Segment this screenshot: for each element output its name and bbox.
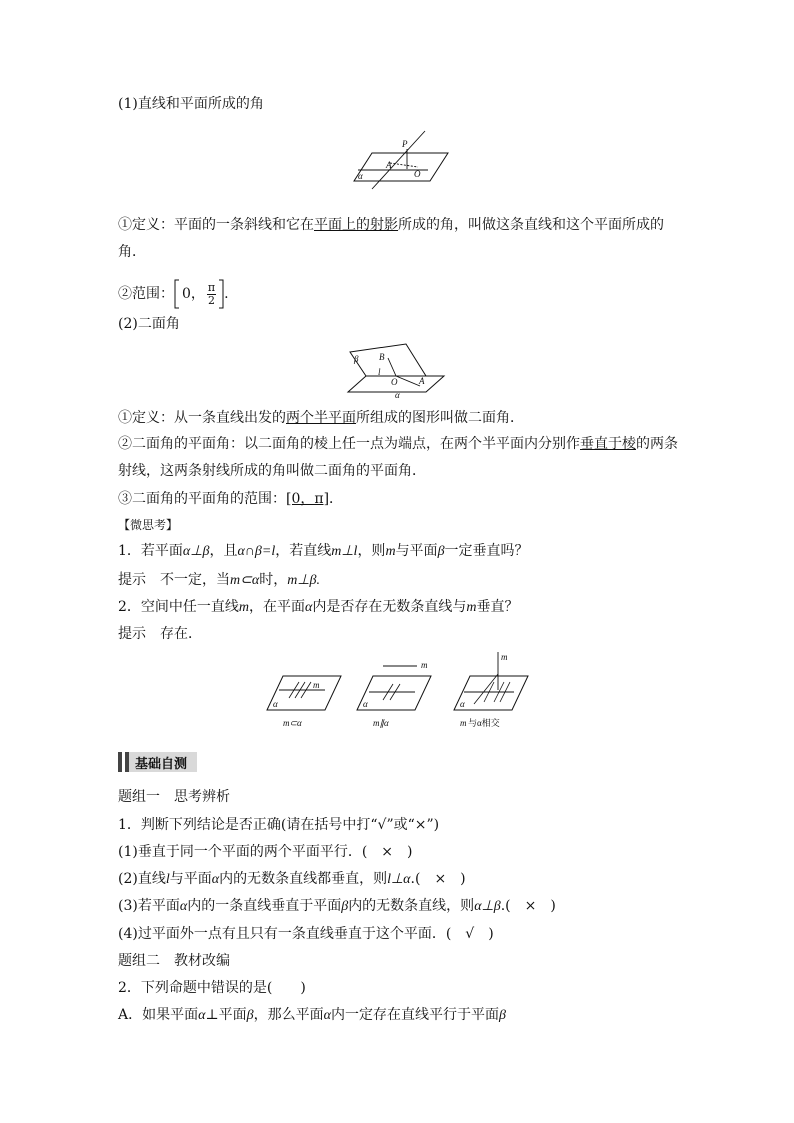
label-o: O (391, 377, 398, 387)
section-1-title: (1)直线和平面所成的角 (118, 96, 264, 112)
group-1-title: 题组一 思考辨析 (118, 789, 230, 805)
caption-m-label: m (460, 718, 467, 728)
section-header (118, 752, 197, 772)
think-question-2: 2．空间中任一直线m，在平面α内是否存在无数条直线与m垂直？ (118, 599, 519, 615)
label-l: l (378, 367, 381, 377)
label-m: m (313, 680, 320, 690)
label-alpha: α (460, 699, 465, 709)
section-2-title: (2)二面角 (118, 316, 180, 332)
caption-m-parallel-alpha: m∥α (373, 718, 389, 728)
figure-m-parallel-plane (355, 658, 435, 733)
group-1-item-3: (3)若平面α内的一条直线垂直于平面β内的无数条直线，则α⊥β.( × ) (118, 898, 556, 914)
group-1-question-1: 1．判断下列结论是否正确(请在括号中打“√”或“×”) (118, 817, 440, 833)
section-1-definition-line2: 角． (118, 244, 146, 260)
label-alpha: α (273, 699, 278, 709)
section-1-range: ②范围： 0， $\frac{\pi}{2}$ . (118, 279, 229, 309)
group-2-option-a: A．如果平面α⊥平面β，那么平面α内一定存在直线平行于平面β (118, 1007, 506, 1023)
figure-m-intersect-plane (450, 650, 535, 733)
label-a: A (386, 160, 392, 170)
label-m: m (501, 652, 508, 662)
section-2-definition: ①定义：从一条直线出发的两个半平面所组成的图形叫做二面角． (118, 410, 524, 426)
figure-dihedral-angle (340, 340, 450, 400)
label-alpha: α (395, 390, 400, 400)
label-beta: β (354, 354, 359, 364)
caption-m-subset-alpha: m⊂α (283, 718, 302, 728)
caption-intersect: 与α相交 (468, 718, 500, 728)
label-m: m (421, 660, 428, 670)
group-1-item-2: (2)直线l与平面α内的无数条直线都垂直，则l⊥α.( × ) (118, 871, 466, 887)
section-2-range: ③二面角的平面角的范围：[0，π]． (118, 491, 344, 507)
think-header: 【微思考】 (118, 518, 179, 532)
label-o: O (414, 169, 421, 179)
label-a: A (419, 376, 425, 386)
section-2-plane-angle: ②二面角的平面角：以二面角的棱上任一点为端点，在两个半平面内分别作垂直于棱的两条 (118, 436, 678, 452)
pi-over-2: $\frac{\pi}{2}$ (207, 280, 216, 307)
group-2-question-2: 2．下列命题中错误的是( ) (118, 980, 306, 996)
figure-line-plane-angle (350, 125, 450, 195)
label-p: P (402, 139, 408, 149)
group-1-item-4: (4)过平面外一点有且只有一条直线垂直于这个平面．( √ ) (118, 926, 494, 942)
section-1-definition: ①定义：平面的一条斜线和它在平面上的射影所成的角，叫做这条直线和这个平面所成的 (118, 217, 664, 233)
label-b: B (379, 352, 385, 362)
section-header-title: 基础自测 (129, 752, 197, 772)
label-alpha: α (358, 171, 363, 181)
think-answer-2: 提示 存在． (118, 626, 202, 642)
section-2-plane-angle-line2: 射线，这两条射线所成的角叫做二面角的平面角． (118, 463, 426, 479)
label-alpha: α (363, 699, 368, 709)
group-1-item-1: (1)垂直于同一个平面的两个平面平行．( × ) (118, 844, 413, 860)
think-answer-1: 提示 不一定，当m⊂α时，m⊥β. (118, 572, 320, 588)
left-bracket-icon (174, 279, 180, 309)
think-question-1: 1．若平面α⊥β，且α∩β=l，若直线m⊥l，则m与平面β一定垂直吗？ (118, 543, 529, 559)
figure-m-in-plane (265, 668, 345, 733)
group-2-title: 题组二 教材改编 (118, 953, 230, 969)
